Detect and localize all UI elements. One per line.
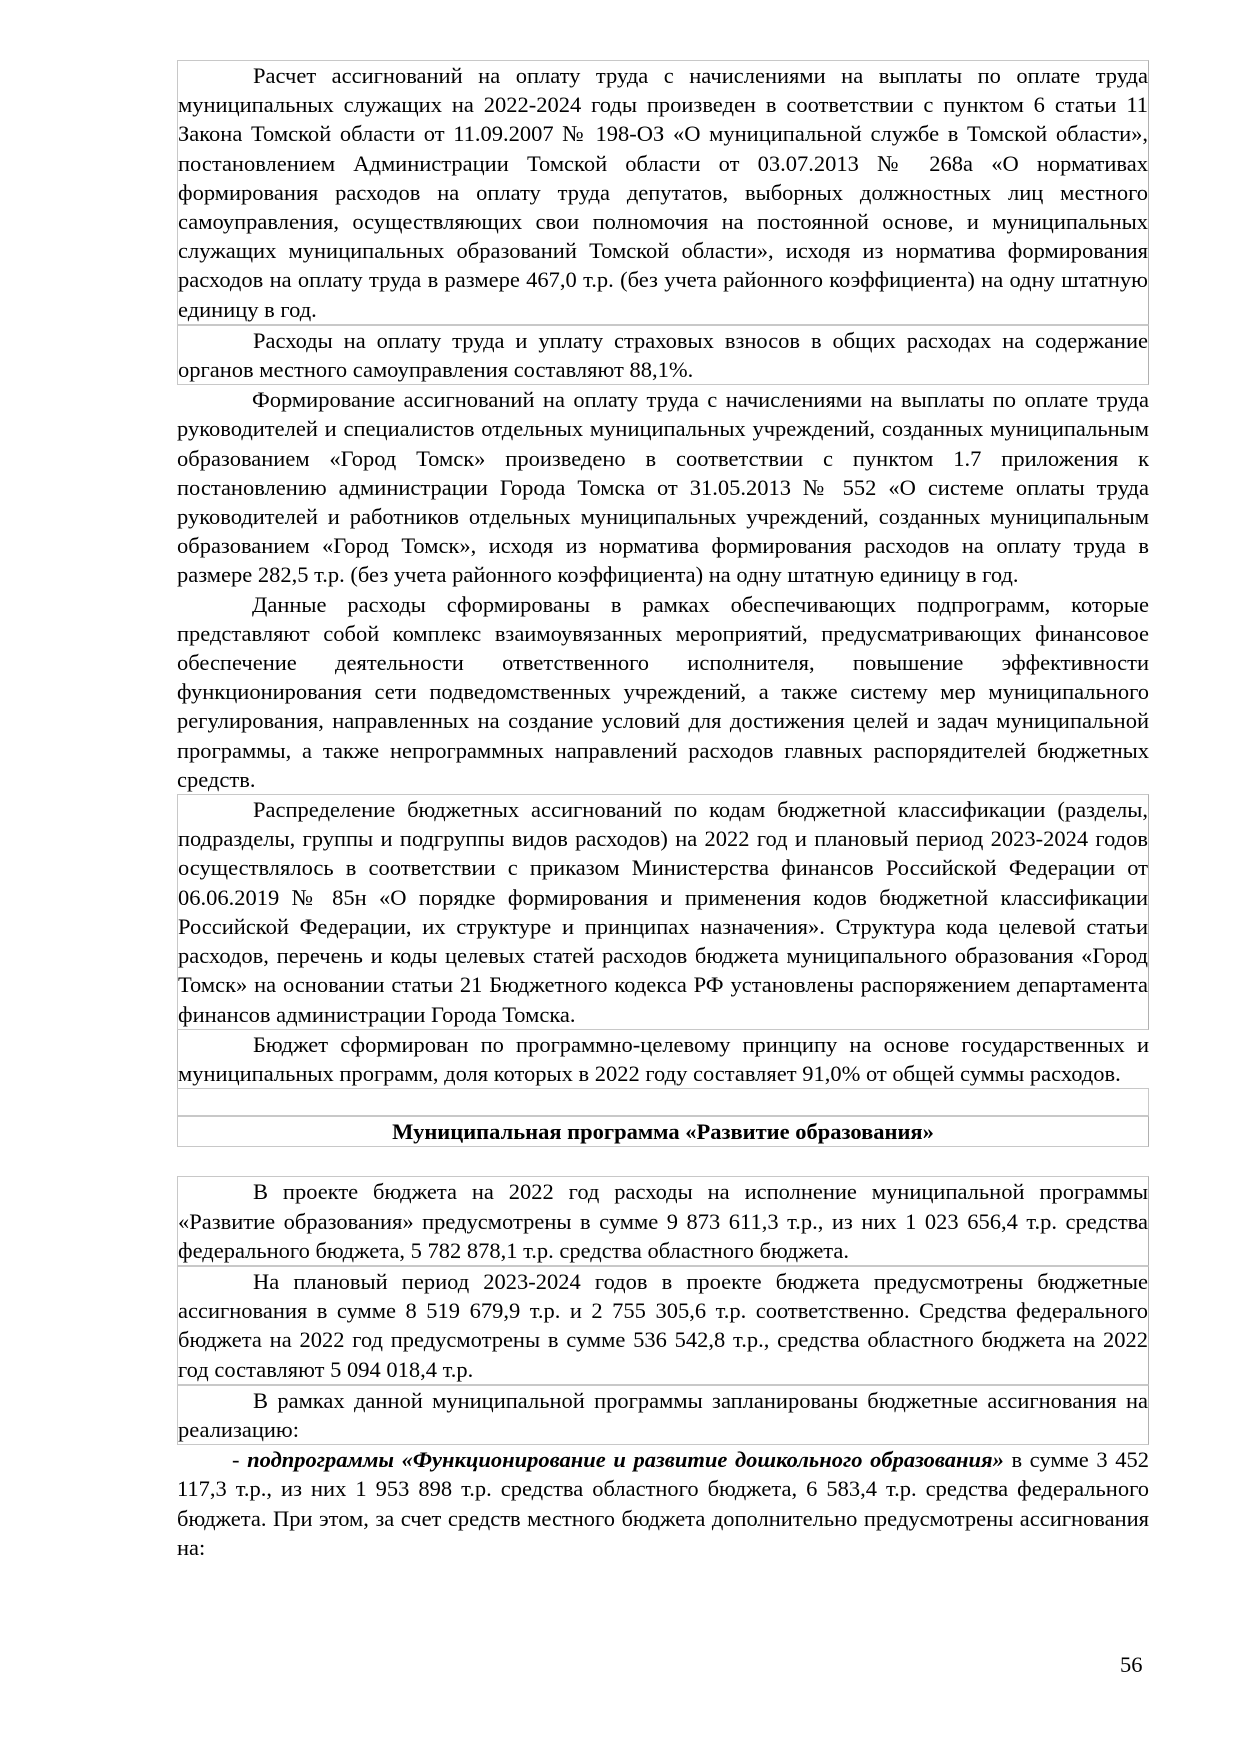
list-dash: - (232, 1447, 248, 1473)
page-body (177, 60, 1149, 1562)
subprogram-name: подпрограммы «Функционирование и развитие дошкольного образования» (247, 1447, 1004, 1473)
list-item-preschool-subprogram (177, 1445, 1149, 1562)
paragraph-education-program-2022: В проекте бюджета на 2022 год расходы на исполнение муниципальной программы «Развитие образования» предусмотрены в сумме 9 873 611,3 т.р., из них 1 023 656,4 т.р. средства федерального бюджета, 5 782 878,1 т.р. средства областного бюджета. (177, 1176, 1149, 1266)
paragraph-program-budget: Бюджет сформирован по программно-целевому принципу на основе государственных и муниципальных программ, доля которых в 2022 году составляет 91,0% от общей суммы расходов. (177, 1030, 1149, 1088)
paragraph-salary-institutions: Формирование ассигнований на оплату труда с начислениями на выплаты по оплате труда руководителей и специалистов отдельных муниципальных учреждений, созданных муниципальным образованием «Город Томск» произведено в соответствии с пунктом 1.7 приложения к постановлению администрации Города Томска от 31.05.2013 № 552 «О системе оплаты труда руководителей и работников отдельных муниципальных учреждений, созданных муниципальным образованием «Город Томск», исходя из норматива формирования расходов на оплату труда в размере 282,5 т.р. (без учета районного коэффициента) на одну штатную единицу в год. (177, 387, 1149, 588)
paragraph-budget-classification: Распределение бюджетных ассигнований по кодам бюджетной классификации (разделы, подразделы, группы и подгруппы видов расходов) на 2022 год и плановый период 2023-2024 годов осуществлялось в соответствии с приказом Министерства финансов Российской Федерации от 06.06.2019 № 85н «О порядке формирования и применения кодов бюджетной классификации Российской Федерации, их структуре и принципах назначения». Структура кода целевой статьи расходов, перечень и коды целевых статей расходов бюджета муниципального образования «Город Томск» на основании статьи 21 Бюджетного кодекса РФ установлены распоряжением департамента финансов администрации Города Томска. (177, 794, 1149, 1030)
paragraph-labor-cost-share: Расходы на оплату труда и уплату страховых взносов в общих расходах на содержание органов местного самоуправления составляют 88,1%. (177, 325, 1149, 385)
paragraph-planned-allocations: В рамках данной муниципальной программы запланированы бюджетные ассигнования на реализацию: (177, 1385, 1149, 1445)
section-heading: Муниципальная программа «Развитие образования» (177, 1116, 1149, 1147)
page-number: 56 (1120, 1652, 1143, 1677)
subprogram-details: в сумме 3 452 117,3 т.р., из них 1 953 898 т.р. средства областного бюджета, 6 583,4 т.р. средства федерального бюджета. При этом, за счет средств местного бюджета дополнительно предусмотрены ассигнования на: (177, 1447, 1150, 1560)
paragraph-education-program-plan: На плановый период 2023-2024 годов в проекте бюджета предусмотрены бюджетные ассигнования в сумме 8 519 679,9 т.р. и 2 755 305,6 т.р. соответственно. Средства федерального бюджета на 2022 год предусмотрены в сумме 536 542,8 т.р., средства областного бюджета на 2022 год составляют 5 094 018,4 т.р. (177, 1266, 1149, 1385)
blank-line (177, 1088, 1149, 1116)
blank-line (177, 1147, 1149, 1176)
paragraph-salary-municipal-servants: Расчет ассигнований на оплату труда с начислениями на выплаты по оплате труда муниципальных служащих на 2022-2024 годы произведен в соответствии с пунктом 6 статьи 11 Закона Томской области от 11.09.2007 № 198-ОЗ «О муниципальной службе в Томской области», постановлением Администрации Томской области от 03.07.2013 № 268а «О нормативах формирования расходов на оплату труда депутатов, выборных должностных лиц местного самоуправления, осуществляющих свои полномочия на постоянной основе, и муниципальных служащих муниципальных образований Томской области», исходя из норматива формирования расходов на оплату труда в размере 467,0 т.р. (без учета районного коэффициента) на одну штатную единицу в год. (177, 60, 1149, 325)
paragraph-support-subprograms: Данные расходы сформированы в рамках обеспечивающих подпрограмм, которые представляют собой комплекс взаимоувязанных мероприятий, предусматривающих финансовое обеспечение деятельности ответственного исполнителя, повышение эффективности функционирования сети подведомственных учреждений, а также систему мер муниципального регулирования, направленных на создание условий для достижения целей и задач муниципальной программы, а также непрограммных направлений расходов главных распорядителей бюджетных средств. (177, 591, 1149, 792)
